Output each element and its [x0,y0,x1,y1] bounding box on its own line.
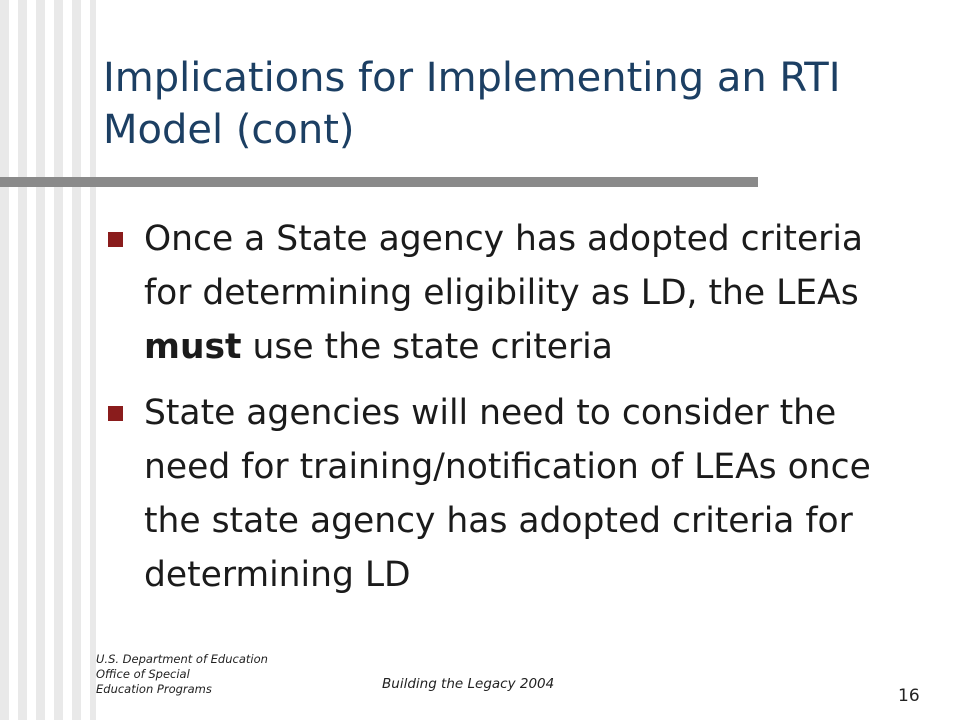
bullet-text-part: use the state criteria [241,327,613,367]
page-number: 16 [898,686,920,706]
bullet-list [0,212,960,614]
footer-org-line: U.S. Department of Education [96,652,268,666]
title-divider [0,177,758,187]
footer-organization [96,652,316,697]
bullet-emphasis: must [144,327,242,367]
footer-org-line: Education Programs [96,682,212,696]
bullet-text [144,219,863,367]
bullet-item [0,212,960,374]
square-bullet-icon [108,406,123,421]
footer-event-name: Building the Legacy 2004 [382,676,555,692]
slide-title: Implications for Implementing an RTI Model (cont) [103,55,841,153]
bullet-item [0,386,960,602]
square-bullet-icon [108,232,123,247]
bullet-text-part: State agencies will need to consider the need for training/notification of LEAs once the state agency has adopted criteria for determining LD [144,393,871,595]
footer-org-line: Office of Special [96,667,190,681]
bullet-text-part: Once a State agency has adopted criteria for determining eligibility as LD, the LEAs [144,219,864,313]
bullet-text [144,393,871,595]
